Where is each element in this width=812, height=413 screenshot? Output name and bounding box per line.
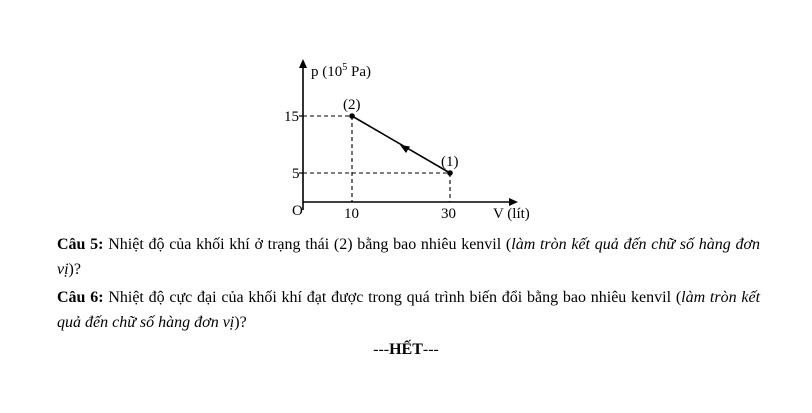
x-tick-label-10: 10 [344, 206, 359, 222]
question-6-tail: )? [234, 314, 247, 331]
question-6 [57, 285, 760, 335]
end-marker [0, 339, 812, 361]
question-6-number: Câu 6: [57, 289, 104, 306]
state-label-2: (2) [343, 97, 361, 113]
question-6-italic: làm tròn kết quả đến chữ số hàng đơn vị [57, 289, 761, 331]
end-dashes-right: --- [422, 341, 439, 358]
end-word: HẾT [389, 341, 423, 358]
question-5-text: Nhiệt độ của khối khí ở trạng thái (2) bằng bao nhiêu kenvil ( [103, 236, 512, 253]
state-point-1 [447, 170, 453, 176]
y-axis-label: p ($10^5$ Pa) [311, 62, 371, 80]
question-5 [57, 232, 760, 282]
question-5-italic: làm tròn kết quả đến chữ số hàng đơn vị [57, 236, 761, 278]
y-tick-label-5: 5 [292, 166, 300, 182]
x-axis-arrow [509, 198, 518, 206]
process-line [352, 116, 450, 173]
origin-label: O [292, 203, 303, 219]
y-axis-arrow [299, 59, 307, 68]
question-5-tail: )? [68, 261, 81, 278]
state-label-1: (1) [441, 154, 459, 170]
x-tick-label-30: 30 [441, 206, 456, 222]
question-6-text: Nhiệt độ cực đại của khối khí đạt được trong quá trình biến đổi bằng bao nhiêu kenvil ( [103, 289, 682, 306]
x-axis-label: V (lít) [493, 206, 530, 222]
end-dashes-left: --- [373, 341, 390, 358]
y-tick-label-15: 15 [284, 109, 299, 125]
state-point-2 [349, 113, 355, 119]
question-5-number: Câu 5: [57, 236, 104, 253]
